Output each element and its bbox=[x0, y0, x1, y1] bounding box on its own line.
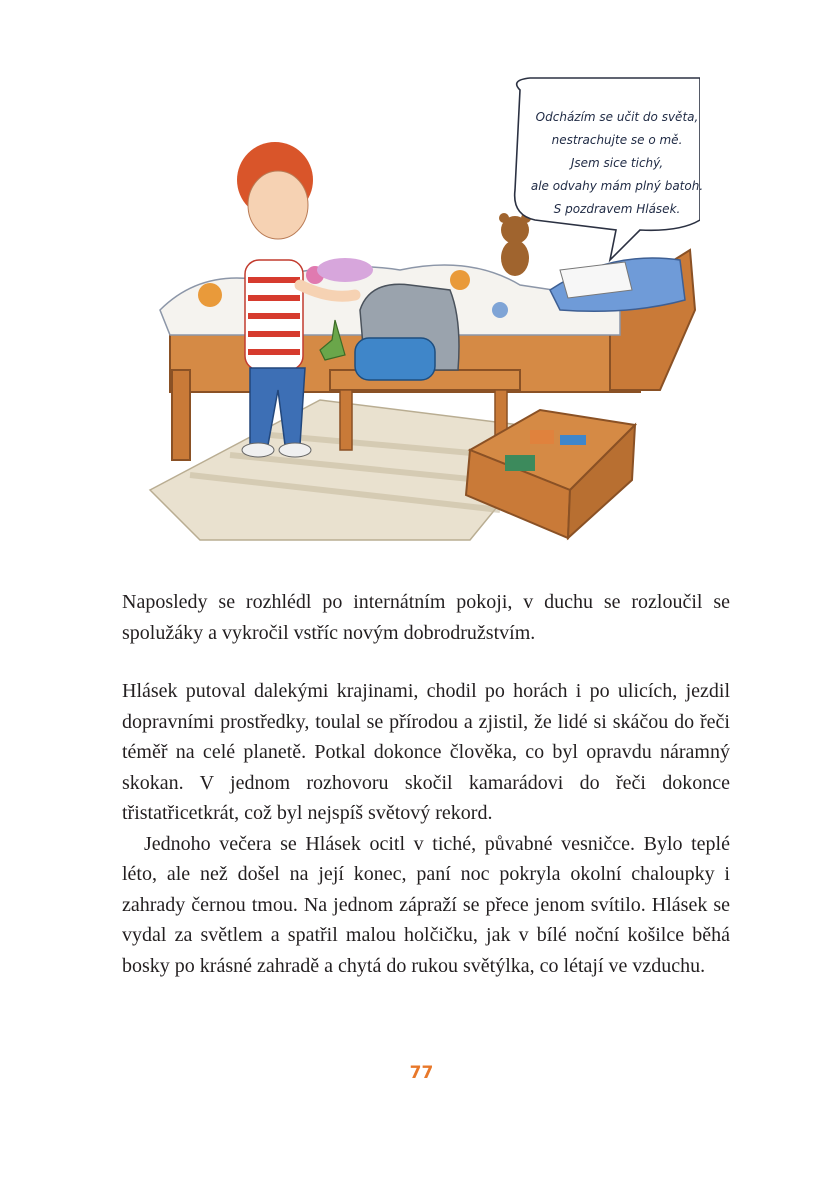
paragraph-group-1 bbox=[122, 587, 730, 648]
backpack-icon bbox=[355, 284, 459, 380]
note-line: Jsem sice tichý, bbox=[570, 156, 664, 170]
paragraph: Naposledy se rozhlédl po internátním pokoji, v duchu se rozloučil se spolužáky a vykročil vstříc novým dobrodružstvím. bbox=[122, 591, 730, 644]
note-line: S pozdravem Hlásek. bbox=[553, 202, 681, 216]
paragraph: Jednoho večera se Hlásek ocitl v tiché, půvabné vesničce. Bylo teplé léto, ale než došel na její konec, paní noc pokryla okolní chaloupky i zahrady černou tmou. Na jednom zápraží se přece jenom svítilo. Hlásek se vydal za světlem a spatřil malou holčičku, jak v bílé noční košilce běhá bosky po krásné zahradě a chytá do rukou světýlka, co létají ve vzduchu. bbox=[122, 832, 730, 977]
paragraph: Hlásek putoval dalekými krajinami, chodil po horách i po ulicích, jezdil dopravními prostředky, toulal se přírodou a zjistil, že lidé si skáčou do řeči téměř na celé planetě. Potkal dokonce člověka, co byl opravdu náramný skokan. V jednom rozhovoru skočil kamarádovi do řeči dokonce třistatřicetkrát, což byl nejspíš světový rekord. bbox=[122, 680, 730, 824]
paragraph-group-2 bbox=[122, 676, 730, 981]
note-line: Odcházím se učit do světa, bbox=[535, 110, 699, 124]
note-line: nestrachujte se o mě. bbox=[551, 133, 683, 147]
note-line: ale odvahy mám plný batoh. bbox=[530, 179, 704, 193]
page-number: 77 bbox=[409, 1063, 434, 1083]
speech-bubble-text bbox=[522, 106, 712, 221]
teddy-bear-icon bbox=[499, 213, 531, 276]
